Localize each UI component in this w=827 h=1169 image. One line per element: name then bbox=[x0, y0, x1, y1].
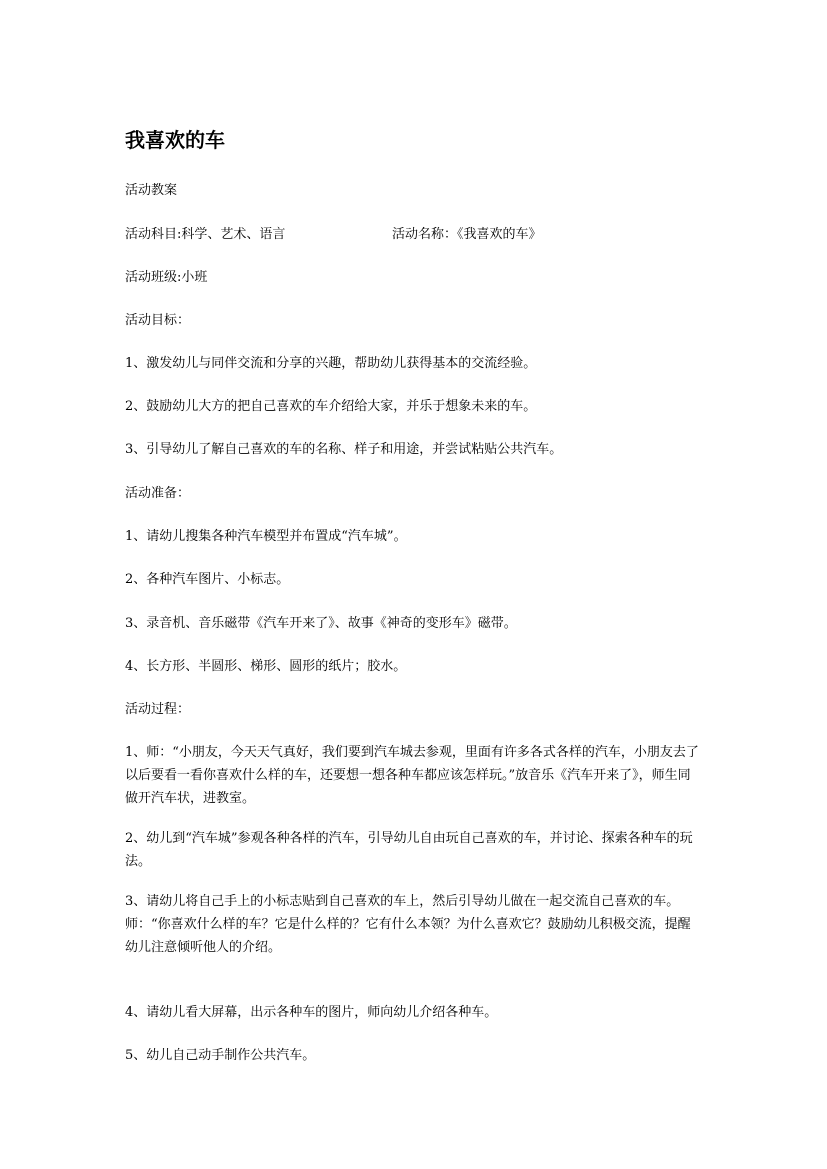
prep-item: 3、录音机、音乐磁带《汽车开来了》、故事《神奇的变形车》磁带。 bbox=[125, 616, 517, 631]
process-heading: 活动过程： bbox=[125, 702, 191, 717]
process-item: 3、请幼儿将自己手上的小标志贴到自己喜欢的车上，然后引导幼儿做在一起交流自己喜欢的车。师：“你喜欢什么样的车？它是什么样的？它有什么本领？为什么喜欢它？鼓励幼儿积极交流，提醒幼儿注意倾听他人的介绍。 bbox=[125, 894, 691, 955]
goal-item: 2、鼓励幼儿大方的把自己喜欢的车介绍给大家，并乐于想象未来的车。 bbox=[125, 399, 537, 414]
document-subtitle: 活动教案 bbox=[125, 183, 178, 198]
process-item: 2、幼儿到“汽车城”参观各种各样的汽车，引导幼儿自由玩自己喜欢的车，并讨论、探索各种车的玩法。 bbox=[125, 831, 693, 869]
prep-item: 4、长方形、半圆形、梯形、圆形的纸片；胶水。 bbox=[125, 659, 407, 674]
document-title: 我喜欢的车 bbox=[125, 128, 225, 152]
activity-class: 活动班级:小班 bbox=[125, 270, 208, 285]
goals-heading: 活动目标： bbox=[125, 313, 191, 328]
prep-item: 1、请幼儿搜集各种汽车模型并布置成“汽车城”。 bbox=[125, 529, 407, 544]
activity-subject: 活动科目:科学、艺术、语言 bbox=[125, 227, 286, 242]
goal-item: 3、引导幼儿了解自己喜欢的车的名称、样子和用途，并尝试粘贴公共汽车。 bbox=[125, 442, 563, 457]
process-item: 4、请幼儿看大屏幕，出示各种车的图片，师向幼儿介绍各种车。 bbox=[125, 1005, 498, 1020]
activity-name: 活动名称：《我喜欢的车》 bbox=[392, 227, 542, 242]
prep-item: 2、各种汽车图片、小标志。 bbox=[125, 572, 290, 587]
process-item: 5、幼儿自己动手制作公共汽车。 bbox=[125, 1048, 316, 1063]
goal-item: 1、激发幼儿与同伴交流和分享的兴趣，帮助幼儿获得基本的交流经验。 bbox=[125, 356, 537, 371]
process-item: 1、师：“小朋友，今天天气真好，我们要到汽车城去参观，里面有许多各式各样的汽车，小朋友去了以后要看一看你喜欢什么样的车，还要想一想各种车都应该怎样玩。”放音乐《汽车开来了》，师生同做开汽车状，进教室。 bbox=[125, 745, 699, 806]
prep-heading: 活动准备： bbox=[125, 486, 191, 501]
